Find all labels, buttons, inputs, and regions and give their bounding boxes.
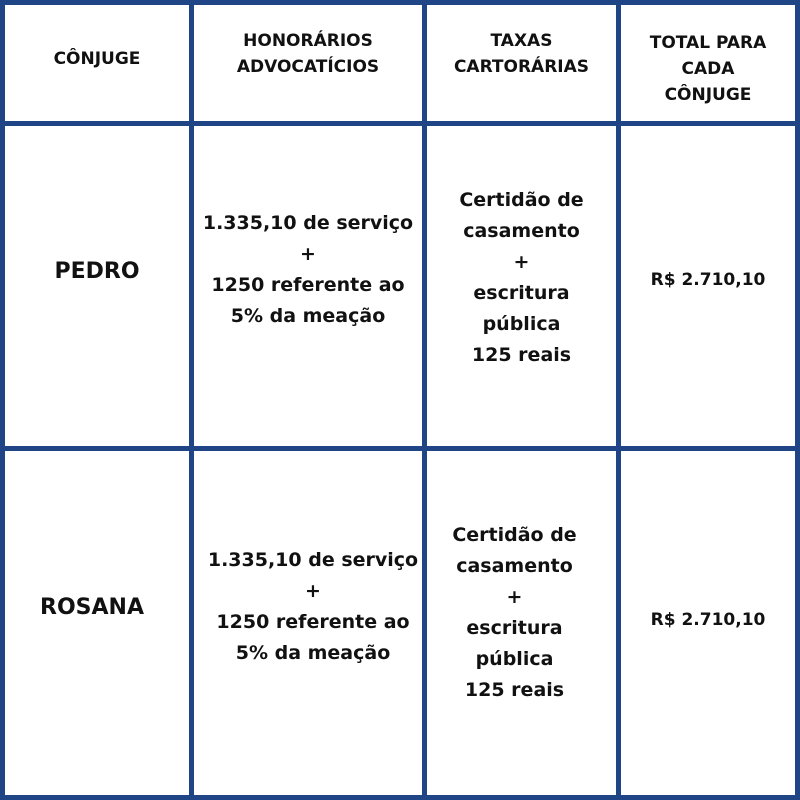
total-cell: R$ 2.710,10 (650, 270, 766, 290)
legal-fees-cell: 1.335,10 de serviço + 1250 referente ao 5% da meação (207, 549, 419, 664)
notary-fees-cell: Certidão de casamento + escritura pública 125 reais (452, 524, 577, 701)
header-notary-fees: TAXAS CARTORÁRIAS (453, 31, 590, 77)
header-spouse: CÔNJUGE (53, 49, 141, 69)
total-cell: R$ 2.710,10 (650, 610, 766, 630)
header-total-per-spouse: TOTAL PARA CADA CÔNJUGE (649, 33, 767, 105)
notary-fees-cell: Certidão de casamento + escritura pública 125 reais (459, 189, 584, 366)
grid-line (795, 0, 800, 800)
grid-line (0, 795, 800, 800)
spouse-name: PEDRO (54, 258, 140, 284)
spouse-name: ROSANA (40, 594, 144, 620)
legal-fees-cell: 1.335,10 de serviço + 1250 referente ao 5% da meação (202, 212, 414, 327)
header-legal-fees: HONORÁRIOS ADVOCATÍCIOS (236, 31, 380, 77)
